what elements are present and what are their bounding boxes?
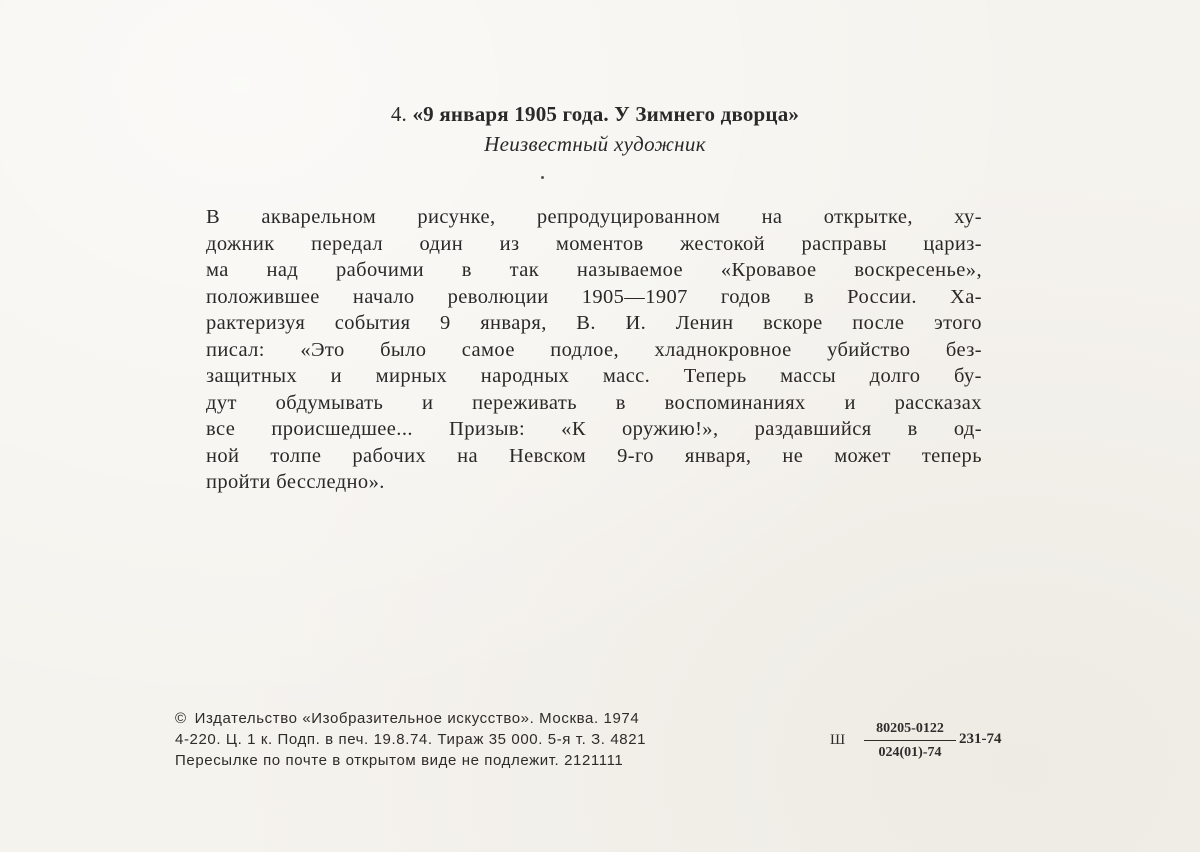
code-denominator: 024(01)-74 xyxy=(878,745,942,760)
artwork-title xyxy=(0,100,1190,128)
title-text: «9 января 1905 года. У Зимнего дворца» xyxy=(412,102,800,126)
paragraph-line: рактеризуя события 9 января, В. И. Ленин вскоре после этого xyxy=(206,312,982,334)
paragraph-line: ма над рабочими в так называемое «Кровавое воскресенье», xyxy=(206,259,982,281)
code-suffix: 231-74 xyxy=(959,731,1002,747)
title-number: 4. xyxy=(390,102,408,126)
print-info-line: 4-220. Ц. 1 к. Подп. в печ. 19.8.74. Тираж 35 000. 5-я т. З. 4821 xyxy=(175,731,647,748)
publisher-line xyxy=(175,708,646,729)
code-letter: Ш xyxy=(830,732,847,748)
mail-notice-line: Пересылке по почте в открытом виде не подлежит. 2121111 xyxy=(175,752,624,769)
description-paragraph xyxy=(206,204,982,496)
fraction-bar xyxy=(864,740,956,741)
code-fraction xyxy=(864,718,956,763)
paragraph-line: положившее начало революции 1905—1907 годов в России. Ха- xyxy=(206,285,982,308)
publisher-text: Издательство «Изобразительное искусство». Москва. 1974 xyxy=(194,710,640,727)
paragraph-line: В акварельном рисунке, репродуцированном на открытке, ху- xyxy=(206,206,982,228)
copyright-symbol: © xyxy=(175,710,187,727)
paragraph-line: ной толпе рабочих на Невском 9-го января, не может теперь xyxy=(206,444,982,467)
paragraph-line: все происшедшее... Призыв: «К оружию!», раздавшийся в од- xyxy=(206,418,982,440)
paragraph-line: пройти бесследно». xyxy=(206,471,385,493)
code-numerator: 80205-0122 xyxy=(876,721,944,736)
print-speck xyxy=(541,176,544,179)
paragraph-line: писал: «Это было самое подлое, хладнокровное убийство без- xyxy=(206,338,982,361)
artist-name: Неизвестный художник xyxy=(484,132,706,156)
paragraph-line: защитных и мирных народных масс. Теперь массы долго бу- xyxy=(206,365,982,387)
paragraph-line: дожник передал один из моментов жестокой расправы цариз- xyxy=(206,232,982,255)
publisher-imprint xyxy=(175,708,646,771)
card-heading xyxy=(0,100,1190,158)
paragraph-line: дут обдумывать и переживать в воспоминаниях и рассказах xyxy=(206,391,982,414)
